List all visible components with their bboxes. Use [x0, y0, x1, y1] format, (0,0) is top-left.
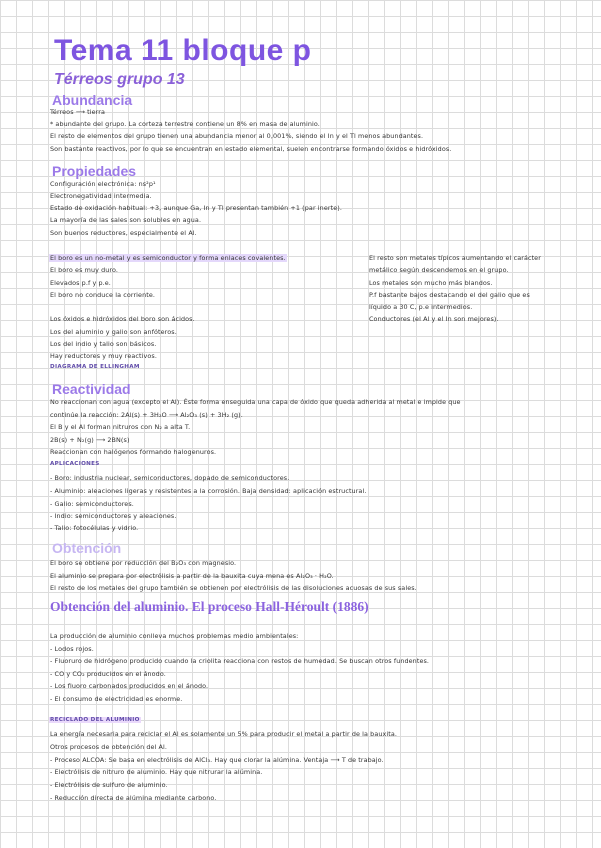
reciclado-line: - Reducción directa de alúmina mediante carbono. [50, 794, 217, 802]
reciclado-line: - Proceso ALCOA: Se basa en electrólisis de AlCl₃. Hay que clorar la alúmina. Ventaja ⟶ T de trabajo. [50, 756, 384, 764]
aplicacion-item: - Talio: fotocélulas y vidrio. [50, 524, 139, 532]
reciclado-line: La energía necesaria para reciclar el Al es solamente un 5% para producir el metal a partir de la bauxita. [50, 730, 398, 738]
heading-hall-heroult: Obtención del aluminio. El proceso Hall-Héroult (1886) [50, 599, 369, 614]
aplicacion-item: - Indio: semiconductores y aleaciones. [50, 512, 177, 520]
aplicacion-item: - Aluminio: aleaciones ligeras y resistentes a la corrosión. Baja densidad: aplicación estructural. [50, 487, 367, 495]
obtencion-line: El aluminio se prepara por electrólisis a partir de la bauxita cuya mena es Al₂O₃ · H₂O. [50, 572, 334, 580]
hall-line: La producción de aluminio conlleva muchos problemas medio ambientales: [50, 632, 299, 640]
propiedades-line: Electronegatividad intermedia. [50, 192, 152, 200]
aplicacion-item: - Boro: industria nuclear, semiconductores, dopado de semiconductores. [50, 474, 290, 482]
abundancia-line: El resto de elementos del grupo tienen una abundancia menor al 0,001%, siendo el In y el Tl menos abundantes. [50, 132, 424, 140]
obtencion-line: El boro se obtiene por reducción del B₂O₃ con magnesio. [50, 559, 237, 567]
reactividad-line: continúe la reacción: 2Al(s) + 3H₂O ⟶ Al₂O₃ (s) + 3H₂ (g). [50, 411, 243, 419]
boro-line: El boro es un no-metal y es semiconductor y forma enlaces covalentes. [50, 254, 286, 262]
hall-line: - Lodos rojos. [50, 645, 94, 653]
reciclado-line: - Electrólisis de sulfuro de aluminio. [50, 781, 168, 789]
heading-propiedades: Propiedades [52, 163, 137, 179]
metales-line: P.f bastante bajos destacando el del galio que es [369, 291, 530, 299]
aplicacion-item: - Galio: semiconductores. [50, 500, 134, 508]
propiedades-line: Configuración electrónica: ns²p¹ [50, 180, 156, 188]
reactividad-line: No reaccionan con agua (excepto el Al). Éste forma enseguida una capa de óxido que queda adherida al metal e impide que [50, 398, 461, 406]
reactividad-line: El B y el Al forman nitruros con N₂ a alta T. [50, 423, 191, 431]
metales-line: Conductores (el Al y el In son mejores). [369, 315, 499, 323]
boro-line: Elevados p.f y p.e. [50, 279, 111, 287]
metales-line: líquido a 30 C, p.e intermedios. [369, 303, 473, 311]
heading-obtencion: Obtención [52, 540, 122, 556]
reactividad-line: Reaccionan con halógenos formando halogenuros. [50, 448, 217, 456]
metales-line: El resto son metales típicos aumentando el carácter [369, 254, 541, 262]
reactividad-line: 2B(s) + N₂(g) ⟶ 2BN(s) [50, 436, 130, 444]
oxidos-line: Los del aluminio y galio son anfóteros. [50, 328, 177, 336]
oxidos-line: Hay reductores y muy reactivos. [50, 352, 157, 360]
hall-line: - Los fluoro carbonados producidos en el ánodo. [50, 682, 209, 690]
oxidos-line: Los óxidos e hidróxidos del boro son ácidos. [50, 315, 195, 323]
metales-line: Los metales son mucho más blandos. [369, 279, 493, 287]
oxidos-line: Los del indio y talio son básicos. [50, 340, 157, 348]
hall-line: - El consumo de electricidad es enorme. [50, 695, 183, 703]
page-title: Tema 11 bloque p [54, 34, 312, 67]
boro-line: El boro es muy duro. [50, 266, 119, 274]
heading-reactividad: Reactividad [52, 381, 131, 397]
abundancia-line: Térreos ⟶ tierra [50, 108, 106, 116]
heading-abundancia: Abundancia [52, 92, 133, 108]
propiedades-line: Son buenos reductores, especialmente el Al. [50, 229, 197, 237]
page-subtitle: Térreos grupo 13 [54, 71, 185, 88]
reciclado-line: Otros procesos de obtención del Al. [50, 743, 168, 751]
obtencion-line: El resto de los metales del grupo también se obtienen por electrólisis de las disoluciones acuosas de sus sales. [50, 584, 417, 592]
metales-line: metálico según descendemos en el grupo. [369, 266, 509, 274]
reciclado-label: RECICLADO DEL ALUMINIO [50, 717, 140, 723]
abundancia-line: Son bastante reactivos, por lo que se encuentran en estado elemental, suelen encontrarse formando óxidos e hidróxidos. [50, 145, 452, 153]
abundancia-line: * abundante del grupo. La corteza terrestre contiene un 8% en masa de aluminio. [50, 120, 320, 128]
reciclado-line: - Electrólisis de nitruro de aluminio. Hay que nitrurar la alúmina. [50, 768, 263, 776]
hall-line: - Fluoruro de hidrógeno producido cuando la criolita reacciona con restos de humedad. Se buscan otros fundentes. [50, 657, 430, 665]
boro-line: El boro no conduce la corriente. [50, 291, 156, 299]
propiedades-line: La mayoría de las sales son solubles en agua. [50, 216, 202, 224]
aplicaciones-label: APLICACIONES [50, 461, 100, 467]
propiedades-line: Estado de oxidación habitual: +3, aunque Ga, In y Tl presentan también +1 (par inerte). [50, 204, 342, 212]
diagram-label: DIAGRAMA DE ELLINGHAM [50, 364, 140, 370]
hall-line: - CO y CO₂ producidos en el ánodo. [50, 670, 166, 678]
